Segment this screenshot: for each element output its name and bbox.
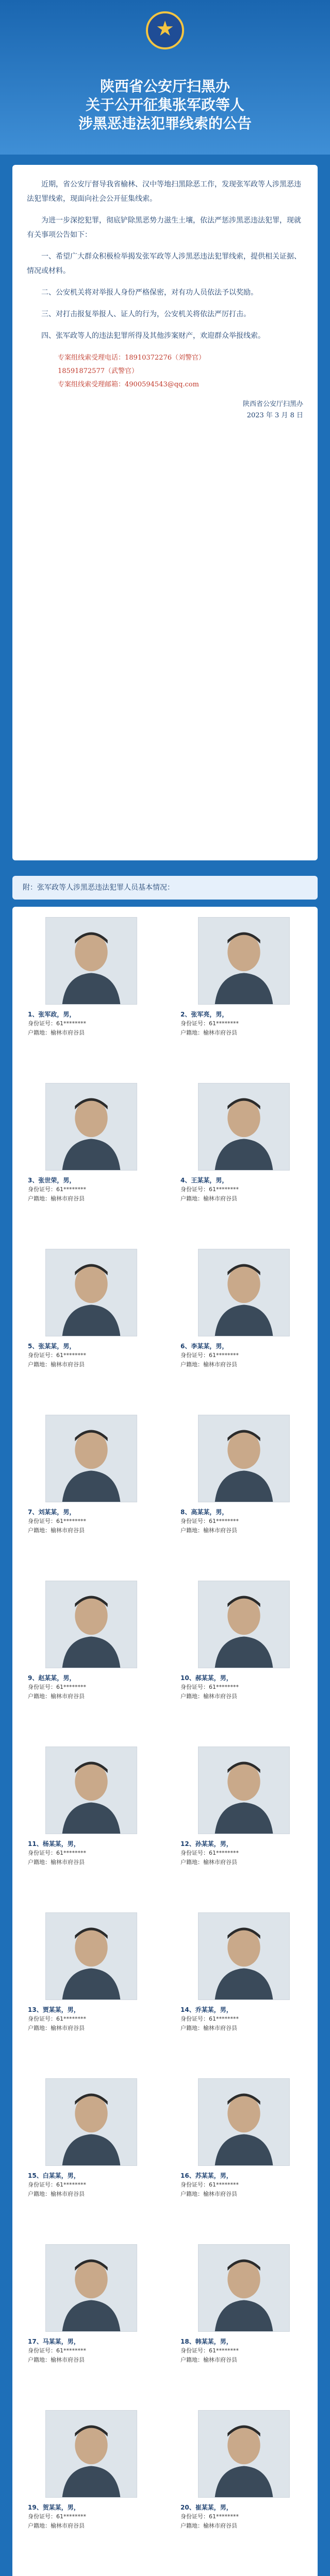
person-id: 身份证号：61********: [180, 1186, 239, 1193]
notice-paragraph: 三、对打击报复举报人、证人的行为，公安机关将依法严厉打击。: [41, 310, 251, 318]
person-entry: [23, 1415, 160, 1574]
person-photo: [45, 1747, 137, 1834]
person-id: 身份证号：61********: [28, 2015, 86, 2022]
person-entry: [23, 2244, 160, 2404]
person-photo: [198, 1415, 290, 1502]
person-id: 身份证号：61********: [28, 1186, 86, 1193]
person-id: 身份证号：61********: [180, 1352, 239, 1359]
person-entry: [23, 2078, 160, 2238]
person-address: 户籍地：榆林市府谷县: [28, 1361, 85, 1368]
person-name: 12、孙某某，男，: [180, 1840, 233, 1848]
person-photo: [45, 1581, 137, 1668]
person-address: 户籍地：榆林市府谷县: [180, 1361, 237, 1368]
person-id: 身份证号：61********: [180, 1684, 239, 1690]
person-entry: [175, 1249, 312, 1409]
person-name: 2、张军亮，男，: [180, 1011, 228, 1018]
notice-card: [12, 165, 318, 860]
person-id: 身份证号：61********: [28, 1352, 86, 1359]
contact-phone-2[interactable]: 18591872577（武警官）: [58, 367, 138, 375]
title-line-2: 关于公开征集张军政等人: [85, 96, 244, 113]
person-photo: [198, 2244, 290, 2332]
person-entry: [175, 1415, 312, 1574]
person-id: 身份证号：61********: [180, 2015, 239, 2022]
person-entry: [23, 917, 160, 1077]
person-id: 身份证号：61********: [28, 1020, 86, 1027]
person-name: 15、白某某，男，: [28, 2172, 80, 2179]
person-address: 户籍地：榆林市府谷县: [180, 2191, 237, 2197]
person-photo: [45, 917, 137, 1005]
notice-paragraph: 二、公安机关将对举报人身份严格保密，对有功人员依法予以奖励。: [41, 289, 258, 297]
person-id: 身份证号：61********: [180, 1518, 239, 1524]
person-address: 户籍地：榆林市府谷县: [180, 1859, 237, 1866]
person-name: 18、韩某某，男，: [180, 2338, 233, 2345]
person-photo: [45, 1912, 137, 2000]
person-entry: [23, 2410, 160, 2570]
person-id: 身份证号：61********: [28, 1850, 86, 1856]
person-address: 户籍地：榆林市府谷县: [180, 2522, 237, 2529]
person-entry: [175, 1912, 312, 2072]
person-address: 户籍地：榆林市府谷县: [28, 2522, 85, 2529]
person-address: 户籍地：榆林市府谷县: [28, 1029, 85, 1036]
person-name: 7、刘某某，男，: [28, 1509, 76, 1516]
person-id: 身份证号：61********: [28, 2347, 86, 2354]
person-photo: [45, 1249, 137, 1336]
person-name: 19、贺某某，男，: [28, 2504, 80, 2511]
person-address: 户籍地：榆林市府谷县: [180, 1527, 237, 1534]
contact-info: [27, 351, 303, 392]
person-name: 8、高某某，男，: [180, 1509, 228, 1516]
signature: [27, 399, 303, 421]
person-id: 身份证号：61********: [28, 2513, 86, 2520]
person-name: 1、张军政，男，: [28, 1011, 76, 1018]
person-address: 户籍地：榆林市府谷县: [28, 2025, 85, 2031]
person-id: 身份证号：61********: [180, 2513, 239, 2520]
notice-paragraph: 近期，省公安厅督导我省榆林、汉中等地扫黑除恶工作，发现张军政等人涉黑恶违法犯罪线索，现面向社会公开征集线索。: [27, 180, 301, 203]
person-address: 户籍地：榆林市府谷县: [180, 2357, 237, 2363]
person-id: 身份证号：61********: [180, 1850, 239, 1856]
person-id: 身份证号：61********: [180, 1020, 239, 1027]
person-address: 户籍地：榆林市府谷县: [180, 2025, 237, 2031]
person-entry: [23, 1581, 160, 1740]
person-name: 16、苏某某，男，: [180, 2172, 233, 2179]
person-photo: [45, 2410, 137, 2498]
person-name: 17、马某某，男，: [28, 2338, 80, 2345]
person-name: 20、崔某某，男，: [180, 2504, 233, 2511]
person-name: 13、贾某某，男，: [28, 2006, 80, 2013]
sign-org: 陕西省公安厅扫黑办: [242, 400, 303, 408]
person-name: 10、郝某某，男，: [180, 1674, 233, 1682]
person-photo: [198, 917, 290, 1005]
person-entry: [175, 1747, 312, 1906]
person-id: 身份证号：61********: [180, 2347, 239, 2354]
person-name: 3、张世荣，男，: [28, 1177, 76, 1184]
person-photo: [45, 2244, 137, 2332]
person-entry: [175, 2244, 312, 2404]
person-id: 身份证号：61********: [28, 2181, 86, 2188]
person-photo: [198, 2078, 290, 2166]
person-entry: [175, 917, 312, 1077]
person-id: 身份证号：61********: [180, 2181, 239, 2188]
person-address: 户籍地：榆林市府谷县: [28, 1527, 85, 1534]
person-address: 户籍地：榆林市府谷县: [28, 1693, 85, 1700]
person-name: 11、杨某某，男，: [28, 1840, 80, 1848]
sign-date: 2023 年 3 月 8 日: [246, 412, 303, 419]
title-line-1: 陕西省公安厅扫黑办: [100, 78, 230, 95]
person-address: 户籍地：榆林市府谷县: [28, 2191, 85, 2197]
person-name: 9、赵某某，男，: [28, 1674, 76, 1682]
person-name: 6、李某某，男，: [180, 1343, 228, 1350]
person-name: 14、乔某某，男，: [180, 2006, 233, 2013]
person-photo: [198, 2410, 290, 2498]
person-address: 户籍地：榆林市府谷县: [28, 1195, 85, 1202]
person-name: 4、王某某，男，: [180, 1177, 228, 1184]
police-emblem-icon: ★: [146, 11, 184, 49]
person-address: 户籍地：榆林市府谷县: [180, 1195, 237, 1202]
person-photo: [198, 1581, 290, 1668]
contact-email[interactable]: 专案组线索受理邮箱：4900594543@qq.com: [58, 381, 199, 388]
contact-phone-1[interactable]: 专案组线索受理电话：18910372276（刘警官）: [58, 354, 205, 362]
person-photo: [45, 1415, 137, 1502]
person-entry: [175, 1581, 312, 1740]
people-list-title: 附：张军政等人涉黑恶违法犯罪人员基本情况：: [12, 876, 318, 900]
person-id: 身份证号：61********: [28, 1518, 86, 1524]
notice-paragraph: 一、希望广大群众积极检举揭发张军政等人涉黑恶违法犯罪线索，提供相关证据、情况或材料。: [27, 252, 301, 275]
person-entry: [23, 1249, 160, 1409]
person-photo: [45, 1083, 137, 1171]
page-title: [0, 77, 330, 133]
person-photo: [198, 1747, 290, 1834]
person-photo: [45, 2078, 137, 2166]
person-name: 5、张某某，男，: [28, 1343, 76, 1350]
person-entry: [175, 2078, 312, 2238]
person-photo: [198, 1249, 290, 1336]
person-entry: [175, 2410, 312, 2570]
person-address: 户籍地：榆林市府谷县: [28, 1859, 85, 1866]
notice-paragraph: 四、张军政等人的违法犯罪所得及其他涉案财产，欢迎群众举报线索。: [41, 332, 265, 340]
person-entry: [23, 1747, 160, 1906]
person-address: 户籍地：榆林市府谷县: [28, 2357, 85, 2363]
person-address: 户籍地：榆林市府谷县: [180, 1693, 237, 1700]
person-entry: [23, 1912, 160, 2072]
person-entry: [175, 1083, 312, 1243]
title-line-3: 涉黑恶违法犯罪线索的公告: [78, 115, 252, 132]
people-grid: [12, 907, 318, 2576]
person-entry: [23, 1083, 160, 1243]
person-photo: [198, 1912, 290, 2000]
header-banner: [0, 0, 330, 155]
person-photo: [198, 1083, 290, 1171]
person-id: 身份证号：61********: [28, 1684, 86, 1690]
person-address: 户籍地：榆林市府谷县: [180, 1029, 237, 1036]
notice-paragraph: 为进一步深挖犯罪，彻底铲除黑恶势力滋生土壤，依法严惩涉黑恶违法犯罪，现就有关事项公告如下：: [27, 216, 301, 239]
